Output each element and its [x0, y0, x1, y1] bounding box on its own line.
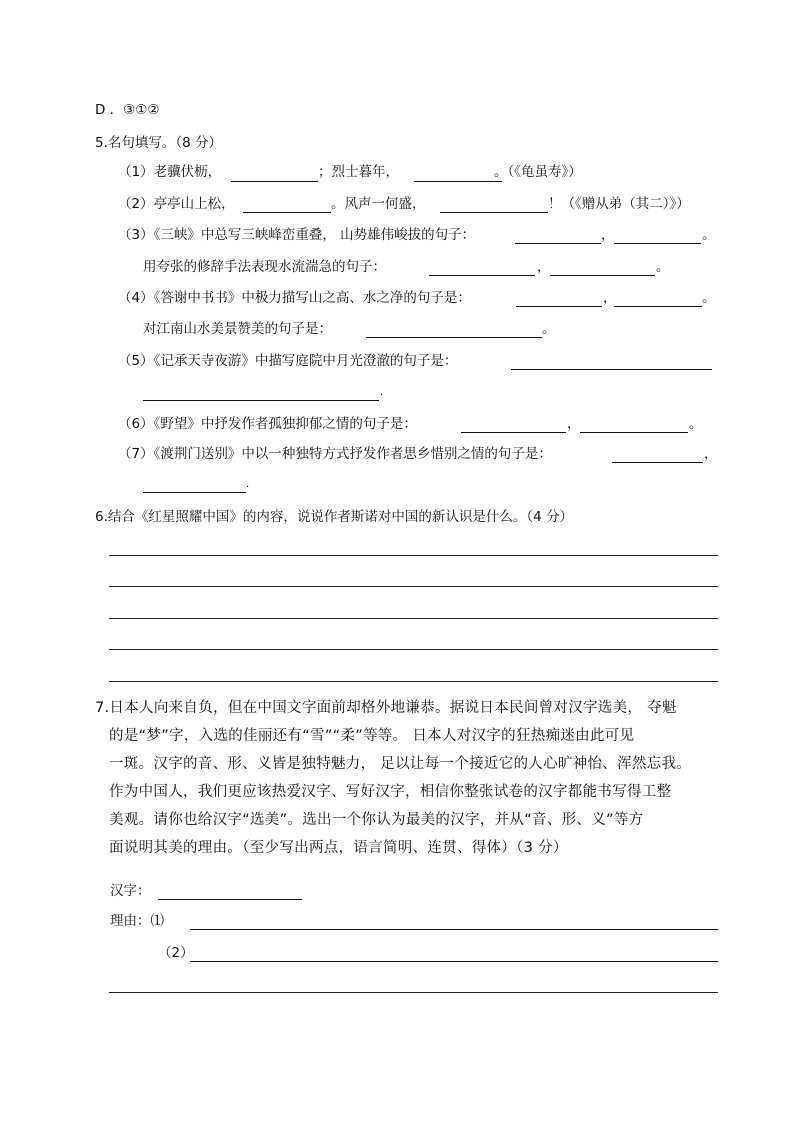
- q7-reason1-line[interactable]: [190, 929, 718, 930]
- q5-item2-source: ！（《赠从弟（其二）》）: [548, 196, 690, 212]
- q5-item1-mid: ；烈士暮年，: [318, 164, 399, 180]
- q5-item2-mid: 。风声一何盛，: [331, 196, 426, 212]
- q5-item4-prompt: （4）《答谢中书书》中极力描写山之高、水之净的句子是：: [118, 290, 471, 306]
- q5-item1-blank2[interactable]: [414, 181, 502, 182]
- q6-answer-line-2[interactable]: [109, 586, 718, 587]
- q5-item3-comma: ，: [601, 227, 615, 243]
- q5-item1-prefix: （1）老骥伏枥，: [118, 164, 222, 180]
- q5-item7-comma: ，: [704, 446, 718, 462]
- q7-line: 面说明其美的理由。（至少写出两点，语言简明、连贯、得体）（3 分）: [109, 840, 568, 856]
- q5-item4-end2: 。: [542, 321, 556, 337]
- q5-item3-comma2: ，: [537, 259, 551, 275]
- q5-item7-prompt: （7）《渡荆门送别》中以一种独特方式抒发作者思乡惜别之情的句子是：: [118, 446, 552, 462]
- option-d: D ．③①②: [95, 102, 160, 118]
- q5-item5-blank1[interactable]: [511, 369, 712, 370]
- q5-item2-blank1[interactable]: [243, 212, 331, 213]
- q7-hanzi-blank[interactable]: [158, 899, 302, 900]
- q5-item7-blank2[interactable]: [143, 492, 246, 493]
- q5-item6-comma: ，: [567, 416, 581, 432]
- q5-item6-prompt: （6）《野望》中抒发作者孤独抑郁之情的句子是：: [118, 416, 417, 432]
- q5-item6-blank1[interactable]: [461, 432, 566, 433]
- q5-heading: 5.名句填写。（8 分）: [95, 135, 223, 151]
- q5-item5-blank2[interactable]: [143, 400, 379, 401]
- q6-answer-line-3[interactable]: [109, 618, 718, 619]
- q5-item4-blank1[interactable]: [516, 306, 602, 307]
- q7-reason-label: 理由：⑴: [110, 913, 164, 929]
- q5-item7-blank1[interactable]: [612, 462, 703, 463]
- q5-item3-end2: 。: [656, 259, 670, 275]
- q5-item4-comma: ，: [603, 290, 617, 306]
- q6-answer-line-4[interactable]: [109, 649, 718, 650]
- q5-item4-blank3[interactable]: [366, 337, 542, 338]
- q5-item1-blank1[interactable]: [231, 181, 318, 182]
- q7-extra-line[interactable]: [109, 992, 718, 993]
- q7-line: 一斑。汉字的音、形、义皆是独特魅力， 足以让每一个接近它的人心旷神怡、浑然忘我。: [109, 756, 692, 772]
- q7-line: 美观。请你也给汉字“选美”。选出一个你认为最美的汉字，并从“音、形、义”等方: [109, 812, 644, 828]
- q7-line: 的是“梦”字，入选的佳丽还有“雪”“柔”等等。 日本人对汉字的狂热痴迷由此可见: [109, 728, 635, 744]
- q7-line: 作为中国人，我们更应该热爱汉字、写好汉字，相信你整张试卷的汉字都能书写得工整: [109, 784, 672, 800]
- q5-item3-blank1[interactable]: [515, 243, 601, 244]
- q5-item3-blank4[interactable]: [550, 275, 655, 276]
- q5-item6-blank2[interactable]: [580, 432, 688, 433]
- q5-item4-end: 。: [702, 290, 716, 306]
- q5-item3-prompt: （3）《三峡》中总写三峡峰峦重叠， 山势雄伟峻拔的句子：: [118, 227, 476, 243]
- q5-item4-prompt2: 对江南山水美景赞美的句子是：: [143, 321, 332, 337]
- q5-item3-blank2[interactable]: [614, 243, 701, 244]
- q5-item5-end: .: [380, 387, 384, 398]
- q5-item6-end: 。: [689, 416, 703, 432]
- q7-reason2-line[interactable]: [190, 961, 718, 962]
- q6-answer-line-1[interactable]: [109, 555, 718, 556]
- q5-item3-end: 。: [702, 227, 716, 243]
- q7-hanzi-label: 汉字：: [110, 883, 151, 899]
- q5-item3-blank3[interactable]: [429, 275, 535, 276]
- q7-line: 7.日本人向来自负，但在中国文字面前却格外地谦恭。据说日本民间曾对汉字选美， 夺魁: [95, 700, 677, 716]
- q5-item3-prompt2: 用夸张的修辞手法表现水流湍急的句子：: [143, 259, 386, 275]
- q5-item2-blank2[interactable]: [440, 212, 548, 213]
- q5-item2-prefix: （2）亭亭山上松，: [118, 196, 235, 212]
- q5-item5-prompt: （5）《记承天寺夜游》中描写庭院中月光澄澈的句子是：: [118, 353, 458, 369]
- q5-item7-end: .: [246, 479, 250, 490]
- q7-passage: [95, 694, 715, 862]
- q7-reason2-label: （2）: [158, 945, 194, 961]
- q6-heading: 6.结合《红星照耀中国》的内容，说说作者斯诺对中国的新认识是什么。（4 分）: [95, 509, 574, 525]
- q6-answer-line-5[interactable]: [109, 681, 718, 682]
- q5-item4-blank2[interactable]: [614, 306, 702, 307]
- q5-item1-source: 。（《龟虽寿》）: [494, 164, 582, 180]
